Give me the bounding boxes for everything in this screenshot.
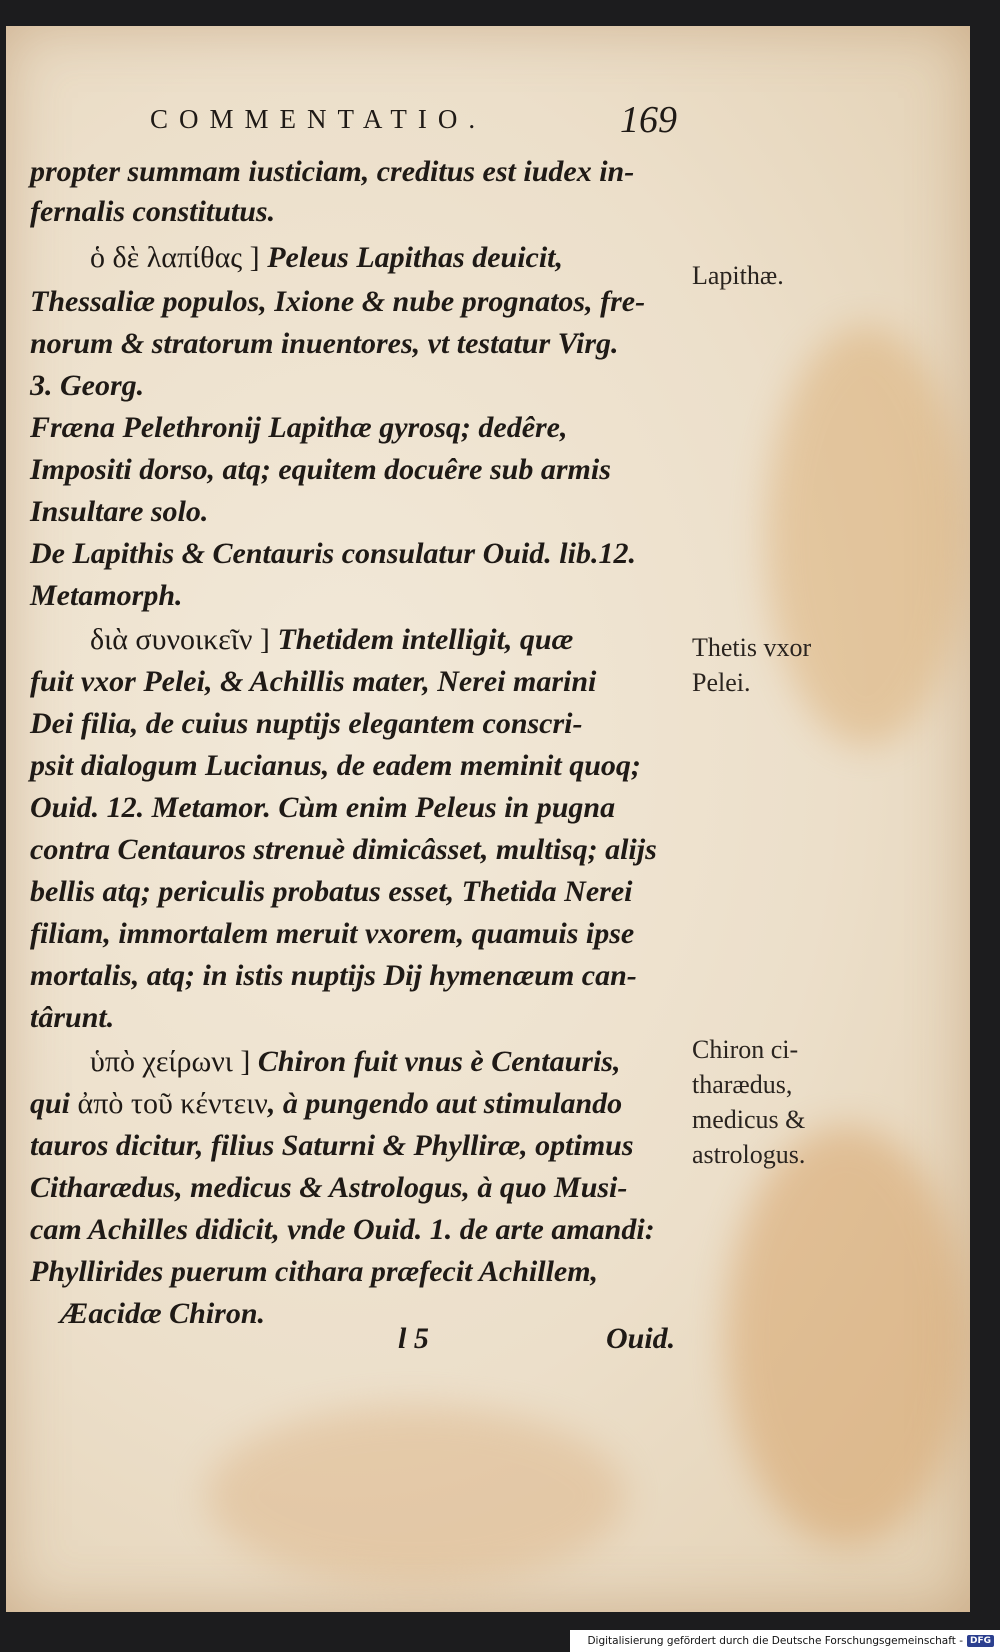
text-line: Insultare solo.: [30, 495, 209, 528]
text-line: Fræna Pelethronij Lapithæ gyrosq; dedêre,: [30, 411, 568, 444]
line-text: , à pungendo aut stimulando: [267, 1087, 623, 1120]
text-line: Impositi dorso, atq; equitem docuêre sub armis: [30, 453, 611, 486]
signature-mark: l 5: [398, 1322, 429, 1355]
text-line: [30, 1084, 622, 1124]
text-line: bellis atq; periculis probatus esset, Thetida Nerei: [30, 875, 633, 908]
greek-lemma: ὁ δὲ λαπίθας ]: [90, 241, 260, 274]
line-text: Thetidem intelligit, quæ: [269, 623, 574, 656]
catchword: Ouid.: [606, 1322, 676, 1355]
margin-line: Thetis vxor: [692, 633, 812, 662]
text-line: [90, 620, 573, 660]
margin-line: medicus &: [692, 1105, 806, 1134]
text-line: [90, 1042, 620, 1082]
paper-stain: [206, 1406, 626, 1586]
paper-stain: [726, 1126, 966, 1546]
margin-line: astrologus.: [692, 1140, 806, 1169]
text-line: tauros dicitur, filius Saturni & Phylliræ, optimus: [30, 1129, 634, 1162]
text-line: Thessaliæ populos, Ixione & nube prognatos, fre-: [30, 285, 646, 318]
text-line: propter summam iusticiam, creditus est iudex in-: [30, 155, 635, 188]
text-line: De Lapithis & Centauris consulatur Ouid. lib.12.: [30, 537, 636, 570]
digitization-credit: [570, 1630, 1000, 1652]
marginal-note-thetis: [692, 630, 872, 700]
text-line: norum & stratorum inuentores, vt testatur Virg.: [30, 327, 619, 360]
running-head: COMMENTATIO.: [150, 104, 487, 134]
text-line: târunt.: [30, 1001, 115, 1034]
greek-lemma: διὰ συνοικεῖν ]: [90, 623, 270, 656]
text-line: fernalis constitutus.: [30, 195, 276, 228]
text-line: filiam, immortalem meruit vxorem, quamuis ipse: [30, 917, 635, 950]
marginal-note-chiron: [692, 1032, 872, 1172]
book-page: [6, 26, 970, 1612]
greek-phrase: ἀπὸ τοῦ κέντειν: [77, 1087, 268, 1120]
text-line: [90, 238, 563, 278]
margin-line: Lapithæ.: [692, 261, 784, 290]
text-line: cam Achilles didicit, vnde Ouid. 1. de arte amandi:: [30, 1213, 655, 1246]
page-number: 169: [620, 99, 677, 141]
text-line: 3. Georg.: [30, 369, 145, 402]
margin-line: tharædus,: [692, 1070, 793, 1099]
text-line: Dei filia, de cuius nuptijs elegantem conscri-: [30, 707, 583, 740]
marginal-note-lapithae: [692, 258, 872, 293]
text-line: Phyllirides puerum cithara præfecit Achillem,: [30, 1255, 599, 1288]
text-line: Æacidæ Chiron.: [60, 1297, 266, 1330]
page-header: [6, 99, 970, 144]
line-text: Chiron fuit vnus è Centauris,: [250, 1045, 621, 1078]
margin-line: Pelei.: [692, 668, 751, 697]
text-line: psit dialogum Lucianus, de eadem meminit quoq;: [30, 749, 641, 782]
margin-line: Chiron ci-: [692, 1035, 799, 1064]
credit-text: Digitalisierung gefördert durch die Deutsche Forschungsgemeinschaft -: [587, 1635, 963, 1647]
line-text: Peleus Lapithas deuicit,: [259, 241, 564, 274]
text-line: Citharædus, medicus & Astrologus, à quo Musi-: [30, 1171, 628, 1204]
text-line: Metamorph.: [30, 579, 183, 612]
text-line: Ouid. 12. Metamor. Cùm enim Peleus in pugna: [30, 791, 616, 824]
greek-lemma: ὑπὸ χείρωνι ]: [90, 1045, 251, 1078]
dfg-logo: DFG: [967, 1635, 994, 1647]
line-text: qui: [30, 1087, 78, 1120]
text-line: fuit vxor Pelei, & Achillis mater, Nerei marini: [30, 665, 597, 698]
text-line: contra Centauros strenuè dimicâsset, multisq; alijs: [30, 833, 657, 866]
text-line: mortalis, atq; in istis nuptijs Dij hymenæum can-: [30, 959, 637, 992]
